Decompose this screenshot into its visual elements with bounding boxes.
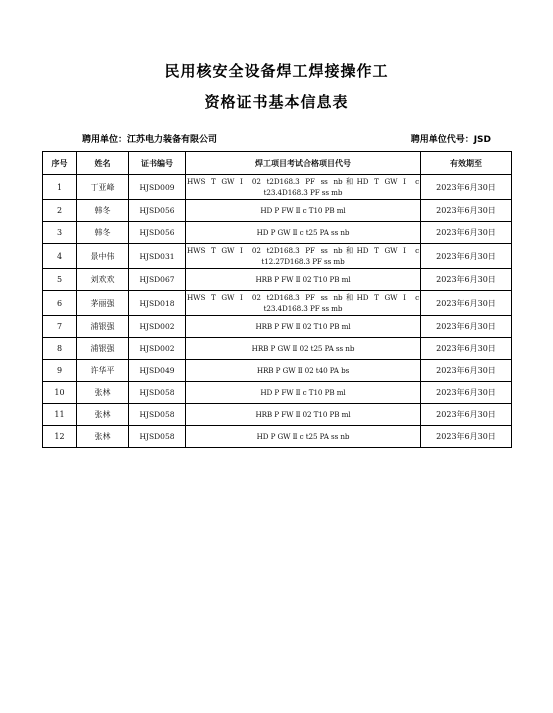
row-item-code <box>186 316 421 338</box>
row-name: 张林 <box>77 382 129 404</box>
row-index: 4 <box>43 244 77 269</box>
row-index: 6 <box>43 291 77 316</box>
employer-code: 聘用单位代号：JSD <box>410 135 491 145</box>
row-cert-no: HJSD009 <box>129 175 186 200</box>
row-name: 许华平 <box>77 360 129 382</box>
row-name: 韩冬 <box>77 200 129 222</box>
row-valid-until: 2023年6月30日 <box>421 291 512 316</box>
row-cert-no: HJSD058 <box>129 404 186 426</box>
document-title: 民用核安全设备焊工焊接操作工 <box>164 62 389 80</box>
table-row <box>43 269 512 291</box>
item-code-line-1: HRB P FW Ⅱ 02 T10 PB ml <box>255 322 351 331</box>
table-row <box>43 222 512 244</box>
header-index: 序号 <box>43 152 77 175</box>
item-code-line-1: HWS T GW Ⅰ 02 t2D168.3 PF ss nb和HD T GW Ⅰ c <box>187 177 419 186</box>
header-item-code: 焊工项目考试合格项目代号 <box>186 152 421 175</box>
header-valid-until: 有效期至 <box>421 152 512 175</box>
row-cert-no: HJSD049 <box>129 360 186 382</box>
item-code-line-1: HWS T GW Ⅰ 02 t2D168.3 PF ss nb和HD T GW Ⅰ c <box>187 246 419 255</box>
row-cert-no: HJSD002 <box>129 338 186 360</box>
row-item-code <box>186 360 421 382</box>
row-name: 茅丽强 <box>77 291 129 316</box>
row-index: 1 <box>43 175 77 200</box>
item-code-line-1: HWS T GW Ⅰ 02 t2D168.3 PF ss nb和HD T GW Ⅰ c <box>187 293 419 302</box>
row-valid-until: 2023年6月30日 <box>421 360 512 382</box>
row-index: 8 <box>43 338 77 360</box>
row-index: 9 <box>43 360 77 382</box>
row-valid-until: 2023年6月30日 <box>421 244 512 269</box>
header-name: 姓名 <box>77 152 129 175</box>
item-code-line-2: t23.4D168.3 PF ss mb <box>263 304 343 313</box>
row-name: 浦银强 <box>77 338 129 360</box>
row-item-code <box>186 404 421 426</box>
table-row <box>43 404 512 426</box>
row-index: 2 <box>43 200 77 222</box>
row-item-code <box>186 269 421 291</box>
table-row <box>43 175 512 200</box>
row-valid-until: 2023年6月30日 <box>421 382 512 404</box>
row-valid-until: 2023年6月30日 <box>421 316 512 338</box>
row-valid-until: 2023年6月30日 <box>421 200 512 222</box>
table-row <box>43 382 512 404</box>
row-valid-until: 2023年6月30日 <box>421 338 512 360</box>
row-index: 5 <box>43 269 77 291</box>
item-code-line-1: HRB P FW Ⅱ 02 T10 PB ml <box>255 410 351 419</box>
header-cert-no: 证书编号 <box>129 152 186 175</box>
row-cert-no: HJSD058 <box>129 382 186 404</box>
item-code-line-2: t23.4D168.3 PF ss mb <box>263 188 343 197</box>
certificate-table <box>42 151 512 448</box>
table-row <box>43 244 512 269</box>
row-item-code <box>186 382 421 404</box>
table-header-row <box>43 152 512 175</box>
row-index: 11 <box>43 404 77 426</box>
item-code-line-1: HRB P GW Ⅱ 02 t40 PA bs <box>256 366 350 375</box>
row-item-code <box>186 426 421 448</box>
row-name: 张林 <box>77 404 129 426</box>
row-index: 7 <box>43 316 77 338</box>
row-cert-no: HJSD067 <box>129 269 186 291</box>
row-item-code <box>186 222 421 244</box>
row-valid-until: 2023年6月30日 <box>421 426 512 448</box>
table-row <box>43 316 512 338</box>
row-name: 浦银强 <box>77 316 129 338</box>
row-index: 12 <box>43 426 77 448</box>
table-row <box>43 360 512 382</box>
row-cert-no: HJSD056 <box>129 222 186 244</box>
row-name: 刘欢欢 <box>77 269 129 291</box>
row-item-code <box>186 175 421 200</box>
row-item-code <box>186 244 421 269</box>
item-code-line-1: HRB P FW Ⅱ 02 T10 PB ml <box>255 275 351 284</box>
row-valid-until: 2023年6月30日 <box>421 269 512 291</box>
row-cert-no: HJSD018 <box>129 291 186 316</box>
row-item-code <box>186 338 421 360</box>
table-row <box>43 426 512 448</box>
row-index: 10 <box>43 382 77 404</box>
table-row <box>43 338 512 360</box>
item-code-line-1: HD P GW Ⅱ c t25 PA ss nb <box>256 228 350 237</box>
document-subtitle: 资格证书基本信息表 <box>204 93 349 111</box>
item-code-line-2: t12.27D168.3 PF ss mb <box>261 257 345 266</box>
row-cert-no: HJSD002 <box>129 316 186 338</box>
table-row <box>43 200 512 222</box>
item-code-line-1: HRB P GW Ⅱ 02 t25 PA ss nb <box>251 344 355 353</box>
item-code-line-1: HD P FW Ⅱ c T10 PB ml <box>260 206 346 215</box>
row-name: 丁亚峰 <box>77 175 129 200</box>
row-valid-until: 2023年6月30日 <box>421 175 512 200</box>
row-name: 景中伟 <box>77 244 129 269</box>
row-valid-until: 2023年6月30日 <box>421 222 512 244</box>
row-cert-no: HJSD058 <box>129 426 186 448</box>
row-cert-no: HJSD056 <box>129 200 186 222</box>
row-index: 3 <box>43 222 77 244</box>
table-row <box>43 291 512 316</box>
row-name: 张林 <box>77 426 129 448</box>
row-item-code <box>186 291 421 316</box>
employer-name: 聘用单位：江苏电力装备有限公司 <box>82 135 218 145</box>
row-item-code <box>186 200 421 222</box>
row-cert-no: HJSD031 <box>129 244 186 269</box>
item-code-line-1: HD P FW Ⅱ c T10 PB ml <box>260 388 346 397</box>
row-name: 韩冬 <box>77 222 129 244</box>
row-valid-until: 2023年6月30日 <box>421 404 512 426</box>
item-code-line-1: HD P GW Ⅱ c t25 PA ss nb <box>256 432 350 441</box>
